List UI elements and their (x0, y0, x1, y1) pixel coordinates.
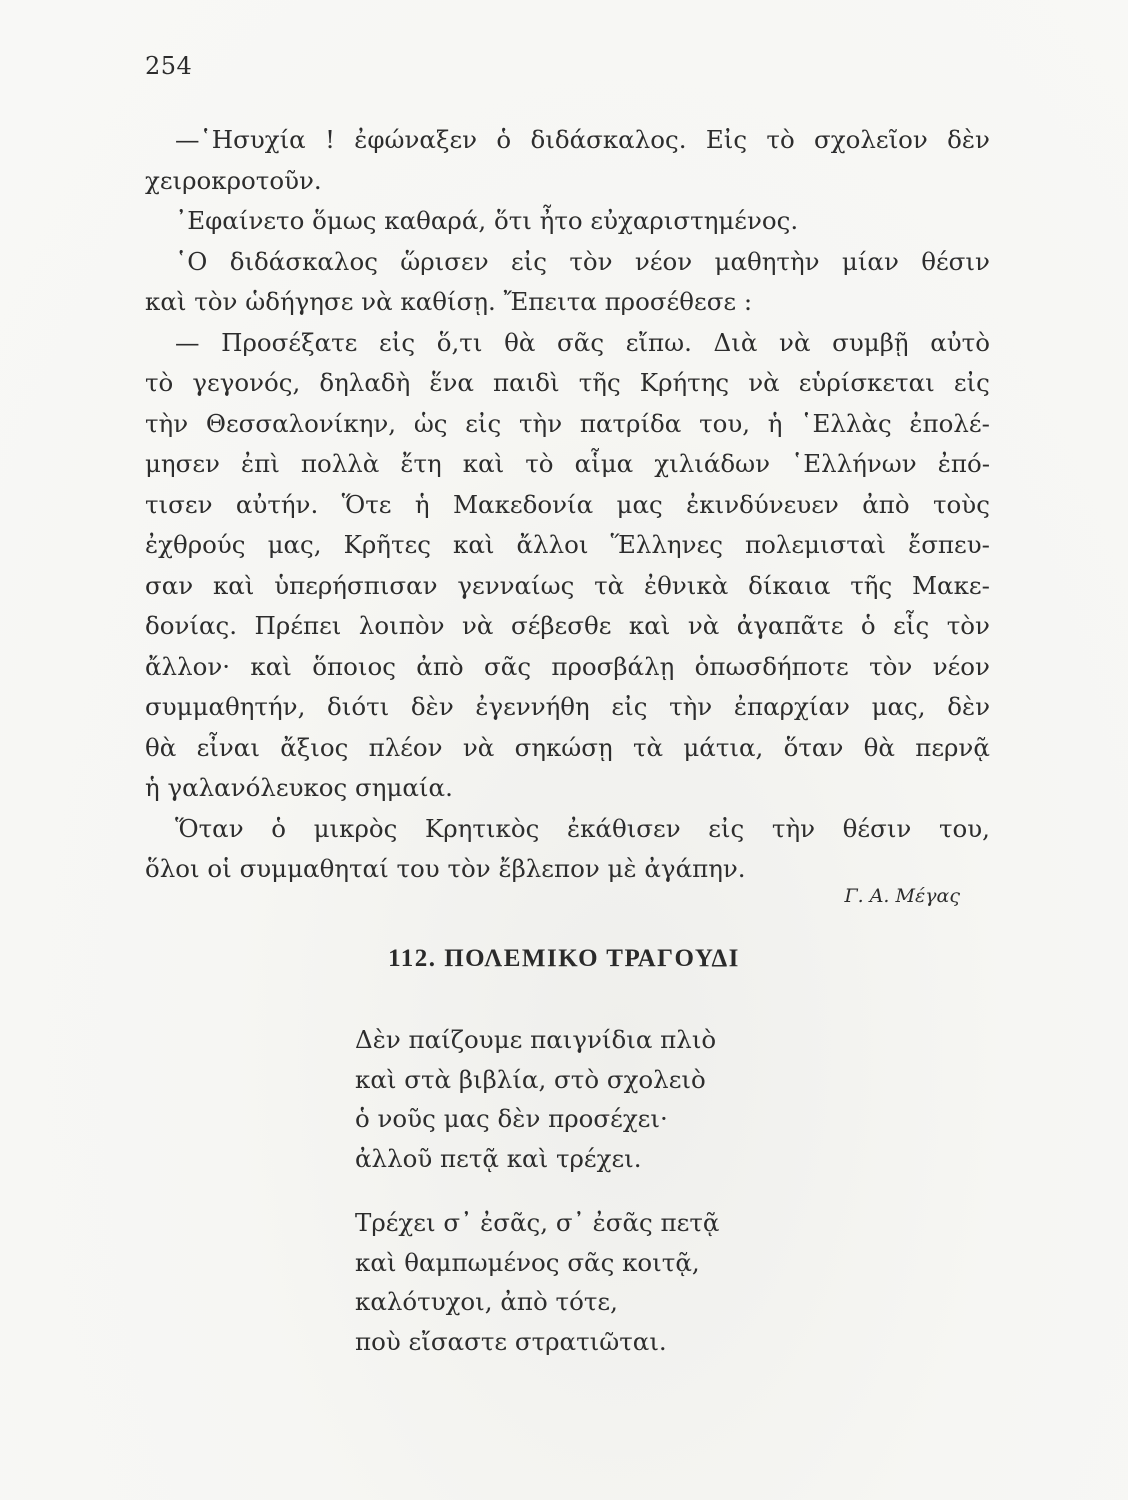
prose-word: ἡ (767, 408, 783, 438)
prose-word: μας, (267, 530, 322, 559)
prose-word: διότι (327, 692, 390, 721)
prose-word: εἶναι (196, 732, 260, 762)
prose-word: ἐπολέ- (909, 408, 990, 438)
prose-word: ἄλλον· (145, 651, 231, 681)
prose-word: Ὅτε (341, 489, 392, 519)
prose-word: καὶ (462, 449, 505, 478)
prose-word: καὶ (212, 570, 255, 600)
prose-word: Προσέξατε (221, 327, 358, 357)
prose-line (145, 768, 990, 809)
prose-word: τὰ (632, 732, 664, 762)
prose-word: δὲν (947, 125, 990, 154)
prose-line-text: χειροκροτοῦν. (145, 165, 322, 195)
prose-word: τοὺς (933, 489, 990, 519)
prose-word: αἷμα (574, 449, 634, 478)
prose-word: εἰς (611, 692, 648, 721)
prose-word: καὶ (628, 611, 671, 640)
prose-word: ὁ (271, 813, 286, 843)
poem-verse-line: ὁ νοῦς μας δὲν προσέχει· (355, 1104, 668, 1133)
prose-word: ἐχθρούς (145, 530, 246, 559)
prose-word: εἰς (510, 246, 547, 276)
prose-word: ἡ (414, 489, 430, 519)
prose-word: μας, (871, 692, 926, 721)
prose-word: — (175, 327, 200, 357)
poem-verse-line: καλότυχοι, ἀπὸ τότε, (355, 1287, 618, 1316)
prose-word: καὶ (453, 530, 495, 559)
prose-word: τὰ (594, 570, 625, 600)
prose-word: σᾶς (557, 327, 605, 357)
prose-word: πατρίδα (579, 408, 682, 438)
prose-word: ὁπωσδήποτε (694, 651, 849, 681)
prose-word: μαθητὴν (714, 246, 820, 276)
prose-word: Μακεδονία (452, 489, 594, 519)
prose-word: πλέον (368, 732, 443, 762)
prose-word: ὥρισεν (400, 246, 489, 276)
prose-line (145, 606, 990, 647)
page-number: 254 (145, 52, 193, 80)
prose-line (145, 444, 990, 485)
prose-word: τὸν (869, 651, 913, 681)
poem-verse-line: καὶ στὰ βιβλία, στὸ σχολειὸ (355, 1064, 706, 1094)
prose-word: καὶ (250, 651, 292, 681)
prose-line (145, 809, 990, 850)
poem-stanza-2 (355, 1203, 719, 1361)
prose-word: σχολεῖον (814, 125, 928, 154)
prose-word: διδάσκαλος (229, 246, 378, 276)
prose-word: θὰ (504, 327, 536, 357)
prose-word: ῾Ελλὰς (800, 408, 892, 438)
prose-word: νέον (634, 246, 693, 276)
poem-verse-line: ποὺ εἴσαστε στρατιῶται. (355, 1326, 667, 1356)
prose-word: τὸν (569, 246, 613, 276)
prose-word: ὡς (413, 408, 448, 438)
prose-word: τὴν (518, 408, 563, 438)
prose-word: τισεν (145, 489, 213, 519)
prose-word: ὅ,τι (436, 327, 483, 357)
prose-word: ἄλλοι (516, 530, 589, 559)
prose-word: Κρητικὸς (424, 813, 540, 843)
prose-word: εἰς (953, 368, 990, 397)
prose-line (145, 120, 990, 161)
prose-word: ἀγαπᾶτε (736, 611, 844, 640)
prose-word: μίαν (841, 246, 899, 276)
prose-word: γεγονός, (192, 368, 301, 397)
prose-word: μάτια, (683, 732, 764, 762)
prose-line (145, 849, 990, 890)
prose-word: δὲν (410, 692, 454, 721)
prose-word: μικρὸς (313, 813, 398, 843)
prose-word: ἐκάθισεν (566, 813, 681, 843)
prose-word: εἰς (379, 327, 416, 357)
prose-word: θὰ (863, 732, 895, 762)
prose-word: μας (616, 489, 663, 519)
prose-word: ἐπό- (937, 449, 990, 478)
prose-word: εἰς (708, 813, 745, 843)
prose-word: ἄξιος (280, 732, 349, 762)
prose-word: νὰ (462, 611, 494, 640)
prose-word: ῾Ο (175, 246, 208, 276)
prose-word: μησεν (145, 449, 220, 478)
prose-line (145, 363, 990, 404)
prose-word: αὐτὸ (930, 327, 990, 357)
poem-title: 112. ΠΟΛΕΜΙΚΟ ΤΡΑΓΟΥΔΙ (388, 945, 740, 972)
prose-word: τὴν (145, 408, 189, 438)
prose-word: Ἕλληνες (610, 530, 723, 559)
prose-word: νέον (932, 651, 990, 681)
prose-word: Ὅταν (175, 813, 244, 843)
prose-word: Διὰ (713, 327, 758, 357)
prose-word: τῆς (578, 368, 621, 397)
prose-word: —῾Ησυχία (175, 125, 306, 154)
prose-word: ἀπὸ (862, 489, 910, 519)
prose-word: ἐθνικὰ (644, 570, 729, 600)
prose-word: ὅποιος (312, 651, 396, 681)
prose-word: νὰ (779, 327, 811, 357)
prose-word: ὅταν (783, 732, 844, 762)
prose-word: εἰς (465, 408, 502, 438)
prose-word: τῆς (850, 570, 893, 600)
poem-verse-line: καὶ θαμπωμένος σᾶς κοιτᾷ, (355, 1247, 700, 1277)
prose-line (145, 525, 990, 566)
prose-line (145, 566, 990, 607)
prose-line (145, 323, 990, 364)
prose-word: θέσιν (842, 813, 912, 843)
prose-word: προσβάλῃ (551, 651, 675, 681)
prose-word: συμβῇ (832, 327, 909, 357)
poem-verse-line: Τρέχει σ᾿ ἐσᾶς, σ᾿ ἐσᾶς πετᾷ (355, 1208, 720, 1237)
prose-word: Θεσσαλονίκην, (205, 408, 397, 438)
prose-word: τὸν (946, 611, 990, 640)
prose-word: δονίας. (145, 611, 238, 640)
prose-word: ἕνα (429, 368, 474, 397)
prose-word: πολεμισταὶ (744, 530, 887, 559)
prose-word: Κρήτης (639, 368, 730, 397)
prose-word: νὰ (687, 611, 720, 640)
poem-stanza-1 (355, 1020, 716, 1178)
prose-word: ! (325, 125, 335, 154)
prose-word: ὑπερήσπισαν (274, 570, 438, 600)
prose-word: αὐτήν. (235, 489, 319, 519)
prose-line (145, 201, 990, 242)
prose-word: ἀπὸ (416, 651, 464, 681)
prose-word: ὁ (860, 611, 876, 640)
prose-word: δὲν (947, 692, 990, 721)
prose-word: Μακε- (911, 570, 990, 600)
prose-word: του, (699, 408, 751, 438)
prose-line (145, 242, 990, 283)
prose-word: νὰ (748, 368, 780, 397)
prose-word: σηκώσῃ (514, 732, 613, 762)
prose-word: παιδὶ (493, 368, 560, 397)
prose-word: εὑρίσκεται (798, 368, 935, 397)
prose-word: τὸ (525, 449, 554, 478)
prose-word: λοιπὸν (358, 611, 445, 640)
prose-word: εἷς (893, 611, 930, 640)
prose-word: συμμαθητήν, (145, 692, 306, 721)
prose-word: σαν (145, 570, 194, 600)
prose-word: ἐφώναξεν (354, 125, 478, 154)
prose-line-text: ἡ γαλανόλευκος σημαία. (145, 773, 453, 802)
poem-verse-line: ἀλλοῦ πετᾷ καὶ τρέχει. (355, 1143, 642, 1173)
prose-word: ὁ (496, 125, 512, 154)
prose-word: χιλιάδων (654, 449, 771, 478)
prose-word: τὴν (669, 692, 713, 721)
prose-word: γενναίως (457, 570, 575, 600)
prose-word: τὴν (771, 813, 816, 843)
prose-word: σᾶς (484, 651, 532, 681)
prose-line (145, 485, 990, 526)
prose-line (145, 647, 990, 688)
prose-line (145, 161, 990, 202)
prose-word: πολλὰ (300, 449, 380, 478)
prose-word: τὸ (145, 368, 174, 397)
prose-word: θέσιν (921, 246, 990, 276)
prose-word: τὸ (766, 125, 795, 154)
prose-word: Εἰς (705, 125, 748, 154)
prose-line (145, 404, 990, 445)
prose-word: δίκαια (748, 570, 831, 600)
prose-word: ἔτη (400, 449, 442, 478)
prose-line (145, 687, 990, 728)
prose-section (145, 120, 990, 890)
prose-word: ἔσπευ- (908, 530, 990, 559)
prose-word: θὰ (145, 732, 177, 762)
prose-word: ἐκινδύνευεν (686, 489, 839, 519)
prose-word: ἐγεννήθη (475, 692, 590, 721)
prose-line-text: ὅλοι οἱ συμμαθηταί του τὸν ἔβλεπον μὲ ἀγάπην. (145, 854, 746, 883)
prose-word: του, (938, 813, 990, 843)
prose-word: νὰ (462, 732, 495, 762)
prose-word: δηλαδὴ (319, 368, 411, 397)
prose-line (145, 282, 990, 323)
author-signature: Γ. Α. Μέγας (844, 885, 960, 907)
prose-word: σέβεσθε (510, 611, 612, 640)
prose-word: ῾Ελλήνων (791, 449, 917, 478)
prose-word: εἴπω. (625, 327, 692, 357)
poem-verse-line: Δὲν παίζουμε παιγνίδια πλιὸ (355, 1025, 717, 1054)
prose-line-text: καὶ τὸν ὡδήγησε νὰ καθίσῃ. Ἔπειτα προσέθεσε : (145, 287, 753, 316)
prose-word: διδάσκαλος. (530, 125, 687, 154)
prose-word: Κρῆτες (343, 530, 431, 559)
prose-word: ἐπὶ (240, 449, 280, 478)
prose-word: Πρέπει (254, 611, 342, 640)
prose-line-text: ᾿Εφαίνετο ὅμως καθαρά, ὅτι ἦτο εὐχαριστημένος. (175, 206, 799, 235)
prose-word: ἐπαρχίαν (733, 692, 850, 721)
prose-word: περνᾷ (915, 732, 990, 762)
prose-line (145, 728, 990, 769)
